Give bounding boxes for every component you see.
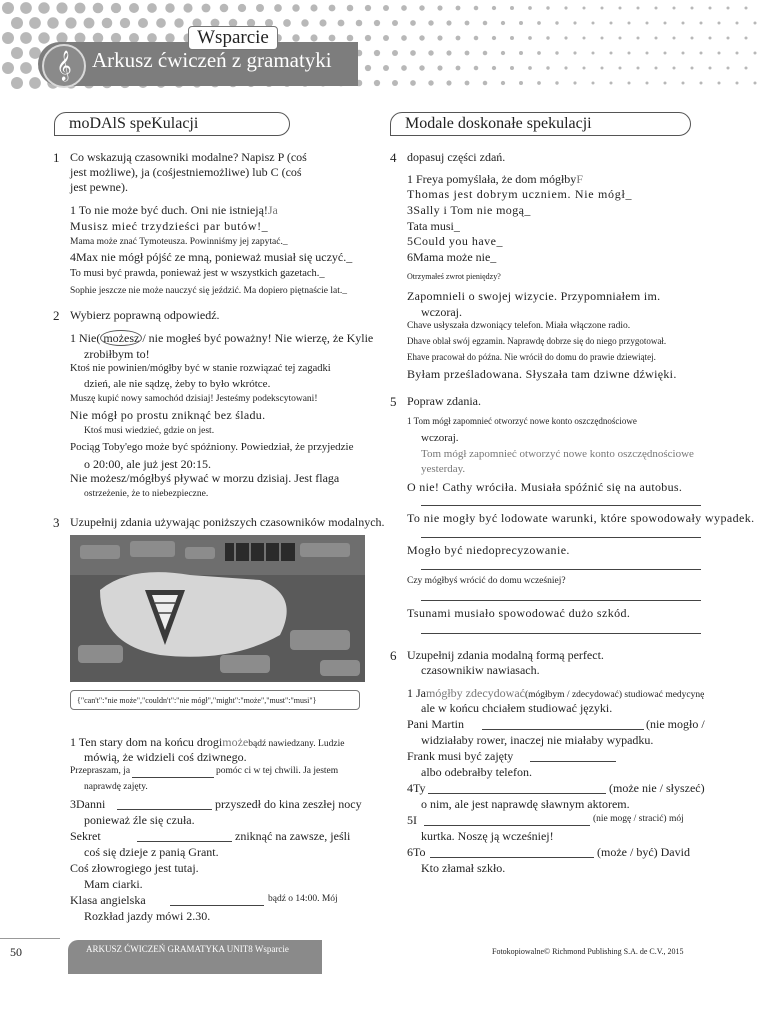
sentence: dzień, ale nie sądzę, żeby to było wkrótce.: [84, 378, 271, 390]
sentence: bądź o 14:00. Mój: [268, 894, 338, 904]
sentence: wczoraj.: [421, 305, 462, 319]
pattern-dot: [492, 36, 496, 40]
sentence: Chave usłyszała dzwoniący telefon. Miała włączone radio.: [407, 321, 631, 331]
pattern-dot: [11, 77, 23, 89]
pattern-dot: [456, 66, 461, 71]
pattern-dot: [202, 4, 211, 13]
sentence: Ktoś musi wiedzieć, gdzie on jest.: [84, 426, 215, 436]
sentence: wczoraj.: [421, 432, 459, 444]
sentence: (nie mogę / stracić) mój: [593, 814, 684, 824]
instruction: dopasuj części zdań.: [407, 150, 506, 164]
sentence: mówią, że widzieli coś dziwnego.: [84, 750, 247, 764]
pattern-dot: [474, 66, 479, 71]
pattern-dot: [102, 18, 113, 29]
pattern-dot: [564, 6, 567, 9]
pattern-dot: [619, 7, 622, 10]
pattern-dot: [465, 21, 470, 26]
sentence: albo odebrałby telefon.: [421, 765, 532, 779]
pattern-dot: [38, 32, 49, 43]
sentence: yesterday.: [421, 463, 466, 475]
blank-line: [421, 633, 701, 634]
pattern-dot: [700, 22, 703, 25]
pattern-dot: [601, 37, 604, 40]
pattern-dot: [655, 7, 658, 10]
pattern-dot: [519, 81, 523, 85]
pattern-dot: [11, 17, 23, 29]
pattern-dot: [419, 5, 424, 10]
pattern-dot: [709, 7, 712, 10]
blank-line: [421, 505, 701, 506]
pattern-dot: [637, 37, 640, 40]
pattern-dot: [474, 36, 479, 41]
sentence: Ehave pracował do późna. Nie wrócił do domu do prawie dziewiątej.: [407, 352, 656, 362]
sentence: o 20:00, ale już jest 20:15.: [84, 457, 211, 471]
pattern-dot: [483, 51, 488, 56]
sentence: 1 Ten stary dom na końcu drogimożebądź nawiedzany. Ludzie: [70, 735, 345, 749]
footer-rule: [0, 938, 60, 939]
pattern-dot: [374, 20, 380, 26]
sentence: Nie możesz/mógłbyś pływać w morzu dzisiaj. Jest flaga: [70, 471, 340, 485]
pattern-dot: [519, 21, 523, 25]
pattern-dot: [646, 52, 649, 55]
pattern-dot: [401, 5, 407, 11]
pattern-dot: [555, 51, 558, 54]
instruction: jest możliwe), ja (cośjestniemożliwe) lub C (coś: [70, 165, 302, 179]
pattern-dot: [11, 47, 23, 59]
pattern-dot: [619, 67, 622, 70]
pattern-dot: [283, 19, 291, 27]
pattern-dot: [664, 82, 667, 85]
pattern-dot: [537, 51, 541, 55]
pattern-dot: [673, 7, 676, 10]
pattern-dot: [310, 34, 317, 41]
pattern-dot: [637, 7, 640, 10]
pattern-dot: [156, 18, 166, 28]
pattern-dot: [745, 7, 748, 10]
pattern-dot: [601, 67, 604, 70]
sentence: ponieważ źle się czuła.: [84, 813, 195, 827]
instruction: czasownikiw nawiasach.: [421, 663, 540, 677]
sentence: Musisz mieć trzydzieści par butów!_: [70, 219, 269, 233]
pattern-dot: [546, 36, 549, 39]
puddle-reflection-photo: [70, 535, 365, 682]
pattern-dot: [483, 81, 488, 86]
pattern-dot: [392, 80, 398, 86]
pattern-dot: [736, 82, 739, 85]
pattern-dot: [718, 22, 721, 25]
pattern-dot: [673, 37, 676, 40]
pattern-dot: [528, 36, 532, 40]
sentence: (może / być) David: [597, 845, 690, 859]
pattern-dot: [274, 4, 282, 12]
pattern-dot: [510, 6, 514, 10]
pattern-dot: [592, 82, 595, 85]
pattern-dot: [2, 2, 14, 14]
pattern-dot: [392, 50, 398, 56]
sentence: widziałaby rower, inaczej nie miałaby wypadku.: [421, 733, 654, 747]
sentence: przyszedł do kina zeszłej nocy: [215, 797, 362, 811]
sentence: Przepraszam, ja: [70, 766, 131, 776]
pattern-dot: [29, 77, 41, 89]
page-number: 50: [10, 945, 22, 959]
sentence: 6Mama może nie_: [407, 250, 497, 264]
sentence: Otrzymałeś zwrot pieniędzy?: [407, 272, 501, 281]
sentence: ale w końcu chciałem studiować języki.: [421, 701, 613, 715]
pattern-dot: [718, 52, 721, 55]
sentence: O nie! Cathy wróciła. Musiała spóźnić się na autobus.: [407, 480, 683, 494]
sentence: 1 Tom mógł zapomnieć otworzyć nowe konto oszczędnościowe: [407, 416, 637, 426]
sentence: 3Sally i Tom nie mogą_: [407, 203, 531, 217]
pattern-dot: [29, 17, 41, 29]
sentence: Pociąg Toby'ego może być spóźniony. Powiedział, że przyjedzie: [70, 441, 354, 453]
sentence: Dhave oblał swój egzamin. Naprawdę dobrze się do niego przygotował.: [407, 336, 667, 346]
pattern-dot: [174, 18, 183, 27]
sentence: Sophie jeszcze nie może nauczyć się jeździć. Ma dopiero piętnaście lat._: [70, 286, 347, 296]
word-box: {"can't":"nie może","couldn't":"nie mógł","might":"może","must":"musi"}: [70, 690, 360, 710]
pattern-dot: [374, 80, 380, 86]
instruction: jest pewne).: [70, 180, 128, 194]
pattern-dot: [56, 2, 67, 13]
pattern-dot: [754, 82, 757, 85]
pattern-dot: [564, 66, 567, 69]
pattern-dot: [501, 51, 505, 55]
blank-line: [421, 569, 701, 570]
circled-answer: możesz: [100, 330, 142, 346]
blank-line: [170, 905, 264, 906]
pattern-dot: [537, 81, 541, 85]
sentence: 5I: [407, 813, 417, 827]
pattern-dot: [410, 20, 416, 26]
pattern-dot: [583, 37, 586, 40]
pattern-dot: [456, 6, 461, 11]
exercise-number: 6: [390, 648, 397, 663]
pattern-dot: [492, 6, 496, 10]
pattern-dot: [592, 22, 595, 25]
pattern-dot: [754, 52, 757, 55]
instruction: Wybierz poprawną odpowiedź.: [70, 308, 220, 322]
pattern-dot: [736, 22, 739, 25]
sentence: Mogło być niedoprecyzowanie.: [407, 543, 570, 557]
blank-line: [132, 777, 214, 778]
pattern-dot: [301, 19, 308, 26]
sentence: Zapomnieli o swojej wizycie. Przypomniałem im.: [407, 289, 661, 303]
pattern-dot: [2, 32, 14, 44]
blank-line: [421, 537, 701, 538]
pattern-dot: [501, 81, 505, 85]
pattern-dot: [319, 19, 326, 26]
sentence: Coś złowrogiego jest tutaj.: [70, 861, 199, 875]
exercise-number: 5: [390, 394, 397, 409]
pattern-dot: [655, 67, 658, 70]
pattern-dot: [610, 52, 613, 55]
pattern-dot: [474, 6, 479, 11]
pattern-dot: [446, 80, 451, 85]
pattern-dot: [691, 37, 694, 40]
pattern-dot: [583, 7, 586, 10]
pattern-dot: [619, 37, 622, 40]
sentence: (może nie / słyszeć): [609, 781, 705, 795]
pattern-dot: [745, 67, 748, 70]
blank-line: [137, 841, 232, 842]
pattern-dot: [573, 81, 576, 84]
pattern-dot: [383, 35, 389, 41]
sentence: coś się dzieje z panią Grant.: [84, 845, 219, 859]
pattern-dot: [383, 5, 389, 11]
pattern-dot: [392, 20, 398, 26]
blank-line: [424, 825, 590, 826]
answer: mógłby zdecydować: [426, 686, 525, 700]
pattern-dot: [483, 21, 488, 26]
pattern-dot: [38, 2, 49, 13]
sentence: Tom mógł zapomnieć otworzyć nowe konto oszczędnościowe: [421, 448, 694, 460]
pattern-dot: [700, 82, 703, 85]
answer: Ja: [267, 203, 278, 217]
pattern-dot: [510, 36, 514, 40]
pattern-dot: [727, 7, 730, 10]
pattern-dot: [564, 36, 567, 39]
pattern-dot: [338, 20, 345, 27]
instruction: Co wskazują czasowniki modalne? Napisz P (coś: [70, 150, 307, 164]
pattern-dot: [555, 81, 558, 84]
pattern-dot: [183, 3, 192, 12]
pattern-dot: [20, 2, 32, 14]
pattern-dot: [528, 66, 532, 70]
sentence: Klasa angielska: [70, 893, 146, 907]
pattern-dot: [292, 4, 299, 11]
pattern-dot: [465, 51, 470, 56]
sentence: 4Ty: [407, 781, 426, 795]
pattern-dot: [356, 20, 363, 27]
pattern-dot: [329, 35, 336, 42]
sentence: Czy mógłbyś wrócić do domu wcześniej?: [407, 576, 566, 586]
pattern-dot: [501, 21, 505, 25]
pattern-dot: [573, 21, 576, 24]
pattern-dot: [446, 20, 451, 25]
treble-clef-icon: 𝄞: [42, 44, 86, 88]
pattern-dot: [628, 22, 631, 25]
pattern-dot: [410, 50, 416, 56]
pattern-dot: [646, 22, 649, 25]
pattern-dot: [129, 3, 139, 13]
pattern-dot: [555, 21, 558, 24]
pattern-dot: [637, 67, 640, 70]
sentence: Tata musi_: [407, 219, 460, 233]
sentence: ostrzeżenie, że to niebezpieczne.: [84, 489, 209, 499]
sentence: Frank musi być zajęty: [407, 749, 514, 763]
sentence: Rozkład jazdy mówi 2.30.: [84, 909, 211, 923]
sentence: 3Danni: [70, 797, 106, 811]
pattern-dot: [510, 66, 514, 70]
instruction: Uzupełnij zdania używając poniższych czasowników modalnych.: [70, 515, 385, 529]
pattern-dot: [238, 4, 246, 12]
pattern-dot: [610, 82, 613, 85]
sentence: Mam ciarki.: [84, 877, 143, 891]
pattern-dot: [709, 37, 712, 40]
exercise-number: 4: [390, 150, 397, 165]
sentence: pomóc ci w tej chwili. Ja jestem: [216, 766, 339, 776]
pattern-dot: [537, 21, 541, 25]
sentence: Sekret: [70, 829, 101, 843]
sentence: 1 Freya pomyślała, że dom mógłbyF: [407, 172, 583, 186]
sentence: naprawdę zajęty.: [84, 782, 148, 792]
sentence: o nim, ale jest naprawdę sławnym aktorem.: [421, 797, 630, 811]
pattern-dot: [84, 18, 95, 29]
pattern-dot: [365, 5, 371, 11]
sentence: (nie mogło /: [646, 717, 705, 731]
pattern-dot: [428, 80, 433, 85]
pattern-dot: [709, 67, 712, 70]
pattern-dot: [47, 17, 58, 28]
pattern-dot: [401, 35, 407, 41]
pattern-dot: [374, 50, 380, 56]
pattern-dot: [310, 4, 317, 11]
pattern-dot: [329, 5, 336, 12]
blank-line: [530, 761, 616, 762]
pattern-dot: [437, 35, 442, 40]
sentence: 4Max nie mógł pójść ze mną, ponieważ musiał się uczyć._: [70, 250, 353, 264]
pattern-dot: [165, 3, 174, 12]
answer: F: [576, 172, 583, 186]
pattern-dot: [573, 51, 576, 54]
sentence: 1 Jamógłby zdecydować(mógłbym / zdecydować) studiować medycynę: [407, 686, 705, 700]
pattern-dot: [2, 62, 14, 74]
pattern-dot: [492, 66, 496, 70]
pattern-dot: [419, 65, 424, 70]
pattern-dot: [347, 35, 354, 42]
sentence: Pani Martin: [407, 717, 464, 731]
pattern-dot: [546, 6, 549, 9]
pattern-dot: [65, 17, 76, 28]
pattern-dot: [601, 7, 604, 10]
sentence: Thomas jest dobrym uczniem. Nie mógł_: [407, 187, 633, 201]
pattern-dot: [592, 52, 595, 55]
page-title: Arkusz ćwiczeń z gramatyki: [92, 48, 332, 72]
sentence: 1 Nie( możesz / nie mogłeś być poważny! Nie wierzę, że Kylie: [70, 331, 374, 345]
instruction: Popraw zdania.: [407, 394, 481, 408]
pattern-dot: [138, 18, 148, 28]
pattern-dot: [401, 65, 407, 71]
pattern-dot: [456, 36, 461, 41]
sentence: zniknąć na zawsze, jeśli: [235, 829, 351, 843]
pattern-dot: [682, 52, 685, 55]
sentence: Kto złamał szkło.: [421, 861, 506, 875]
level-tag: Wsparcie: [188, 26, 278, 50]
sentence: Nie mógł po prostu zniknąć bez śladu.: [70, 408, 266, 422]
sentence: 5Could you have_: [407, 234, 503, 248]
footer-bar: ARKUSZ ĆWICZEŃ GRAMATYKA UNIT8 Wsparcie: [68, 940, 322, 974]
pattern-dot: [120, 18, 130, 28]
exercise-number: 2: [53, 308, 60, 323]
sentence: 6To: [407, 845, 426, 859]
blank-line: [428, 793, 606, 794]
pattern-dot: [646, 82, 649, 85]
sentence: Byłam prześladowana. Słyszała tam dziwne dźwięki.: [407, 367, 677, 381]
pattern-dot: [428, 20, 433, 25]
sentence: Ktoś nie powinien/mógłby być w stanie rozwiązać tej zagadki: [70, 363, 331, 374]
section-title-right: Modale doskonałe spekulacji: [390, 112, 691, 136]
pattern-dot: [655, 37, 658, 40]
exercise-number: 3: [53, 515, 60, 530]
sentence: To nie mogły być lodowate warunki, które spowodowały wypadek.: [407, 511, 755, 525]
pattern-dot: [256, 4, 264, 12]
pattern-dot: [628, 82, 631, 85]
section-title-left: moDAlS speKulacji: [54, 112, 290, 136]
pattern-dot: [446, 50, 451, 55]
pattern-dot: [519, 51, 523, 55]
sentence: 1 To nie może być duch. Oni nie istnieją!Ja: [70, 203, 278, 217]
pattern-dot: [365, 35, 371, 41]
sentence: Mama może znać Tymoteusza. Powinniśmy jej zapytać._: [70, 237, 288, 247]
pattern-dot: [20, 32, 32, 44]
pattern-dot: [93, 3, 104, 14]
pattern-dot: [691, 7, 694, 10]
pattern-dot: [736, 52, 739, 55]
blank-line: [482, 729, 644, 730]
pattern-dot: [673, 67, 676, 70]
answer: może: [222, 735, 249, 749]
pattern-dot: [419, 35, 424, 40]
pattern-dot: [754, 22, 757, 25]
pattern-dot: [583, 67, 586, 70]
pattern-dot: [365, 65, 371, 71]
pattern-dot: [745, 37, 748, 40]
pattern-dot: [628, 52, 631, 55]
pattern-dot: [75, 3, 86, 14]
sentence: Tsunami musiało spowodować dużo szkód.: [407, 606, 631, 620]
copyright: Fotokopiowalne© Richmond Publishing S.A. de C.V., 2015: [492, 947, 684, 956]
pattern-dot: [465, 81, 470, 86]
pattern-dot: [220, 4, 229, 13]
sentence: To musi być prawda, ponieważ jest w wszystkich gazetach._: [70, 268, 325, 279]
pattern-dot: [111, 3, 121, 13]
blank-line: [117, 809, 212, 810]
pattern-dot: [437, 5, 442, 10]
pattern-dot: [718, 82, 721, 85]
pattern-dot: [664, 22, 667, 25]
pattern-dot: [20, 62, 32, 74]
pattern-dot: [292, 34, 299, 41]
pattern-dot: [546, 66, 549, 69]
exercise-number: 1: [53, 150, 60, 165]
pattern-dot: [383, 65, 389, 71]
pattern-dot: [682, 82, 685, 85]
instruction: Uzupełnij zdania modalną formą perfect.: [407, 648, 604, 662]
blank-line: [430, 857, 594, 858]
pattern-dot: [528, 6, 532, 10]
pattern-dot: [727, 67, 730, 70]
pattern-dot: [700, 52, 703, 55]
sentence: kurtka. Noszę ją wcześniej!: [421, 829, 554, 843]
pattern-dot: [682, 22, 685, 25]
pattern-dot: [437, 65, 442, 70]
pattern-dot: [147, 3, 157, 13]
pattern-dot: [691, 67, 694, 70]
pattern-dot: [428, 50, 433, 55]
pattern-dot: [727, 37, 730, 40]
pattern-dot: [410, 80, 416, 86]
sentence: Muszę kupić nowy samochód dzisiaj! Jesteśmy podekscytowani!: [70, 394, 318, 404]
blank-line: [421, 600, 701, 601]
pattern-dot: [610, 22, 613, 25]
pattern-dot: [347, 5, 354, 12]
sentence: zrobiłbym to!: [84, 347, 150, 361]
pattern-dot: [664, 52, 667, 55]
